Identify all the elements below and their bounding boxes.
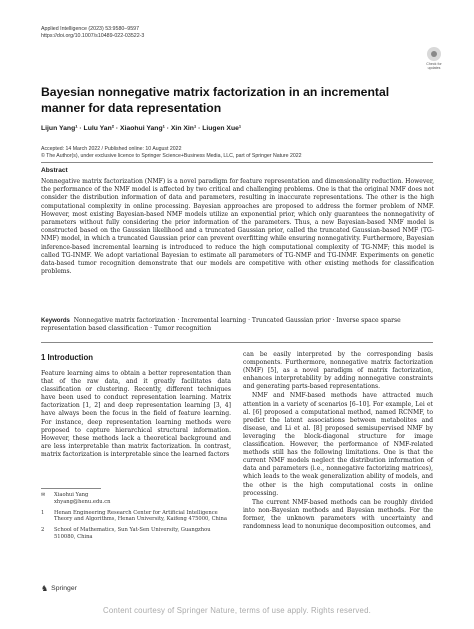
publisher-logo bbox=[41, 584, 77, 593]
paragraph: NMF and NMF-based methods have attracted much attention in a variety of scenarios [6–10]. For example, Lei et al. [6] proposed a computational method, named RCNMF, to predict the latent associations between metabolites and disease, and Li et al. [8] proposed semisupervised NMF by leveraging the block-diagonal structure for image classification. However, the performance of NMF-related methods still has the following limitations. One is that the current NMF models neglect the distribution information of data and parameters (i.e., nonnegative factorizing matrices), which leads to the weak generalization ability of models, and the other is the high computational costs in online processing. bbox=[243, 392, 433, 497]
springer-horse-icon: ♞ bbox=[41, 584, 49, 593]
article-title: Bayesian nonnegative matrix factorization in an incremental manner for data representation bbox=[41, 85, 390, 115]
journal-info bbox=[41, 26, 144, 40]
courtesy-notice: Content courtesy of Springer Nature, terms of use apply. Rights reserved. bbox=[103, 606, 371, 615]
author-list: Lijun Yang¹ · Lulu Yan² · Xiaohui Yang¹ · Xin Xin¹ · Liugen Xue¹ bbox=[41, 125, 242, 132]
paragraph: Feature learning aims to obtain a better representation than that of the raw data, and it greatly facilitates data classification or clustering. Recently, different techniques have been used to conduct representation learning. Matrix factorization [1, 2] and deep representation learning [3, 4] have always been the focus in the field of feature learning. For instance, deep representation learning methods were proposed to capture hierarchical structural information. However, these methods lack a theoretical background and are less interpretable than matrix factorization. In contrast, matrix factorization is interpretable since the learned factors bbox=[41, 370, 231, 458]
keywords bbox=[41, 317, 434, 333]
affiliation-1 bbox=[41, 510, 231, 524]
keywords-label: Keywords bbox=[41, 318, 70, 324]
paragraph: The current NMF-based methods can be roughly divided into non-Bayesian methods and Bayesian methods. For the former, the unknown parameters with uncertainty and randomness lead to nonunique decomposition outcomes, and bbox=[243, 498, 433, 530]
abstract-top-divider bbox=[41, 162, 433, 163]
section-heading-introduction: 1 Introduction bbox=[41, 353, 93, 362]
affiliation-text: School of Mathematics, Sun Yat-Sen University, Guangzhou 510080, China bbox=[54, 527, 211, 540]
corresponding-author bbox=[41, 492, 231, 506]
article-dates: Accepted: 14 March 2022 / Published online: 10 August 2022 bbox=[41, 146, 182, 152]
check-for-updates-icon bbox=[427, 47, 441, 61]
footnotes bbox=[41, 492, 231, 545]
corresponding-email[interactable]: xhyang@henu.edu.cn bbox=[54, 498, 111, 505]
publisher-name: Springer bbox=[51, 585, 77, 592]
envelope-icon: ✉ bbox=[41, 492, 46, 498]
corresponding-name: Xiaohui Yang bbox=[54, 492, 89, 498]
abstract-heading: Abstract bbox=[41, 167, 68, 174]
doi-link[interactable]: https://doi.org/10.1007/s10489-022-03522-3 bbox=[41, 33, 145, 39]
right-column-text bbox=[243, 351, 433, 531]
affiliation-2 bbox=[41, 527, 231, 541]
check-for-updates-label: Check for updates bbox=[426, 62, 442, 70]
left-column-text bbox=[41, 370, 231, 459]
article-history bbox=[41, 146, 302, 160]
footnote-divider bbox=[41, 488, 101, 489]
journal-citation: Applied Intelligence (2023) 53:9580–9597 bbox=[41, 26, 140, 32]
abstract-body: Nonnegative matrix factorization (NMF) is a novel paradigm for feature representation and dimensionality reduction. However, the performance of the NMF model is affected by two critical and challenging problems. One is that the original NMF does not consider the distribution information of data and parameters, resulting in inaccurate representations. The other is the high computational complexity in online processing. Bayesian approaches are proposed to address the former problem of NMF. However, most existing Bayesian-based NMF models utilize an exponential prior, which only guarantees the nonnegativity of parameters without fully considering the prior information of the parameters. Thus, a new Bayesian-based NMF model is constructed based on the Gaussian likelihood and a truncated Gaussian prior, called the truncated Gaussian-based NMF (TG-NMF) model, in which a truncated Gaussian prior can prevent overfitting while ensuring nonnegativity. Furthermore, Bayesian inference-based incremental learning is introduced to reduce the high computational complexity of TG-NMF; this model is called TG-INMF. We adopt variational Bayesian to estimate all parameters of TG-NMF and TG-INMF. Experiments on genetic data-based tumor recognition demonstrate that our models are competitive with other existing methods for classification problems. bbox=[41, 178, 434, 276]
affiliation-mark: 2 bbox=[41, 527, 45, 534]
check-for-updates-badge[interactable] bbox=[424, 47, 444, 75]
keywords-list: Nonnegative matrix factorization · Incremental learning · Truncated Gaussian prior · Inverse space sparse representation based classification · Tumor recognition bbox=[41, 317, 401, 333]
copyright-line: © The Author(s), under exclusive licence to Springer Science+Business Media, LLC, part of Springer Nature 2022 bbox=[41, 153, 302, 160]
paragraph: can be easily interpreted by the corresponding basis components. Furthermore, nonnegative matrix factorization (NMF) [5], as a novel paradigm of matrix factorization, enhances interpretability by adding nonnegative constraints and generating parts-based representations. bbox=[243, 351, 433, 391]
affiliation-text: Henan Engineering Research Center for Artificial Intelligence Theory and Algorithms, Henan University, Kaifeng 475000, China bbox=[54, 509, 227, 523]
affiliation-mark: 1 bbox=[41, 509, 45, 516]
abstract-bottom-divider bbox=[41, 342, 433, 343]
